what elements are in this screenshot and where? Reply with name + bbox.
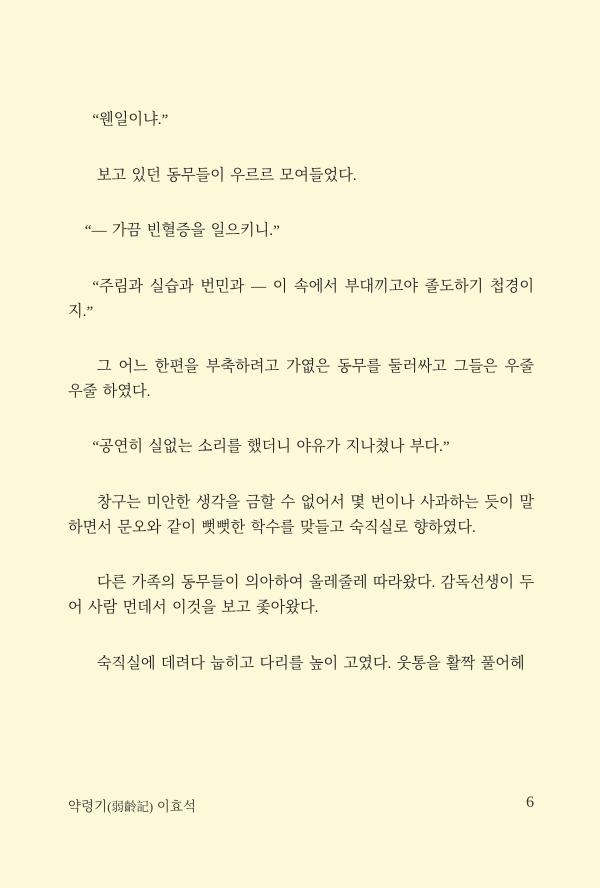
paragraph: “공연히 실없는 소리를 했더니 야유가 지나쳤나 부다.” [92,438,450,456]
paragraph: 창구는 미안한 생각을 금할 수 없어서 몇 번이나 사과하는 듯이 말하면서 문오와 같이 뻣뻣한 학수를 맞들고 숙직실로 향하였다. [68,494,534,536]
footer-author: 이효석 [156,799,197,814]
paragraph: “웬일이냐.” [92,111,169,128]
paragraph: 숙직실에 데려다 눕히고 다리를 높이 고였다. 웃통을 활짝 풀어헤 [96,654,525,672]
page-footer [0,796,600,816]
footer-title-hanja: (弱齡記) [107,800,154,814]
paragraph: 그 어느 한편을 부축하려고 가엾은 동무를 둘러싸고 그들은 우줄우줄 하였다. [68,358,534,400]
page-number: 6 [526,794,534,811]
paragraph: 보고 있던 동무들이 우르르 모여들었다. [96,166,357,184]
footer-title: 약령기 [68,799,108,814]
footer-title-author [68,796,196,815]
page-body [68,108,534,707]
paragraph: 다른 가족의 동무들이 의아하여 울레줄레 따라왔다. 감독선생이 두어 사람 먼데서 이것을 보고 좇아왔다. [68,574,535,616]
paragraph: “— 가끔 빈혈증을 일으키니.” [84,222,280,240]
paragraph: “주림과 실습과 번민과 — 이 속에서 부대끼고야 졸도하기 첩경이지.” [68,277,534,320]
